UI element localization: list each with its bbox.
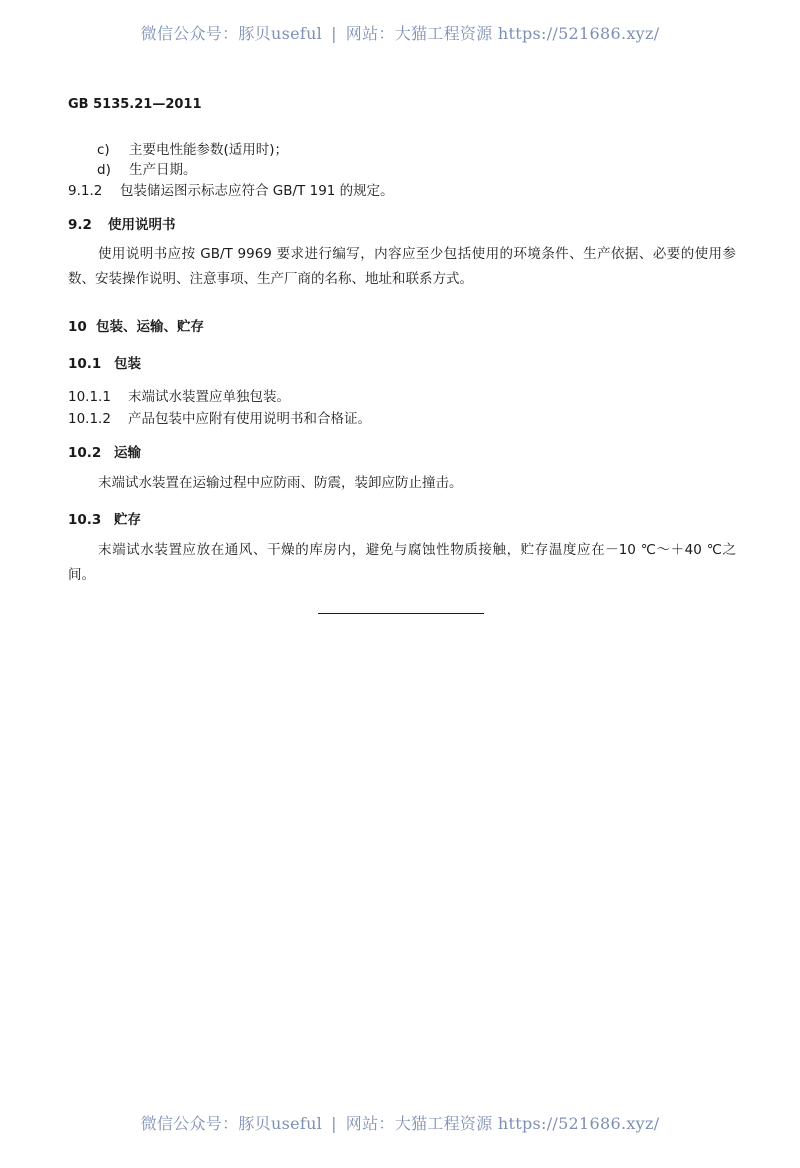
chapter-title: 包装、运输、贮存	[96, 319, 204, 335]
clause-10-1-1	[68, 385, 290, 405]
list-item-text: 主要电性能参数(适用时)；	[129, 142, 289, 158]
clause-text: 末端试水装置应单独包装。	[128, 389, 290, 405]
section-heading-9-2	[68, 213, 176, 233]
section-heading-10-1	[68, 352, 141, 372]
section-title: 包装	[114, 356, 141, 372]
watermark-wechat-text: 微信公众号：豚贝useful	[140, 1114, 323, 1133]
section-title: 贮存	[114, 512, 141, 528]
watermark-wechat-text: 微信公众号：豚贝useful	[140, 24, 323, 43]
list-item-label: d)	[97, 162, 111, 178]
list-item-label: c)	[97, 142, 110, 158]
watermark-bottom	[0, 1111, 800, 1134]
end-of-document-rule	[318, 613, 484, 614]
section-number: 9.2	[68, 217, 92, 233]
watermark-website-text: 网站：大猫工程资源 https://521686.xyz/	[345, 1114, 660, 1133]
list-item-text: 生产日期。	[129, 162, 197, 178]
watermark-website-text: 网站：大猫工程资源 https://521686.xyz/	[345, 24, 660, 43]
section-heading-10-2	[68, 441, 141, 461]
section-number: 10.3	[68, 512, 102, 528]
clause-text: 产品包装中应附有使用说明书和合格证。	[128, 411, 371, 427]
watermark-top	[0, 21, 800, 44]
paragraph-10-2-body: 末端试水装置在运输过程中应防雨、防震，装卸应防止撞击。	[98, 475, 463, 491]
paragraph-9-2-body: 使用说明书应按 GB/T 9969 要求进行编写，内容应至少包括使用的环境条件、生产依据、必要的使用参数、安装操作说明、注意事项、生产厂商的名称、地址和联系方式。	[68, 246, 736, 287]
section-number: 10.2	[68, 445, 102, 461]
standard-code: GB 5135.21—2011	[68, 97, 202, 112]
clause-10-1-2	[68, 407, 371, 427]
clause-text: 包装储运图示标志应符合 GB/T 191 的规定。	[120, 183, 394, 199]
clause-number: 10.1.1	[68, 389, 111, 405]
chapter-heading-10	[68, 315, 204, 335]
list-item-d	[97, 158, 197, 178]
list-item-c	[97, 138, 288, 158]
clause-number: 10.1.2	[68, 411, 111, 427]
section-heading-10-3	[68, 508, 141, 528]
clause-number: 9.1.2	[68, 183, 103, 199]
section-title: 使用说明书	[108, 217, 176, 233]
watermark-separator: |	[331, 1114, 337, 1133]
section-title: 运输	[114, 445, 141, 461]
watermark-separator: |	[331, 24, 337, 43]
paragraph-10-3-body: 末端试水装置应放在通风、干燥的库房内，避免与腐蚀性物质接触，贮存温度应在－10 ℃～＋40 ℃之间。	[68, 542, 736, 583]
chapter-number: 10	[68, 319, 87, 335]
section-number: 10.1	[68, 356, 102, 372]
clause-9-1-2	[68, 179, 394, 199]
